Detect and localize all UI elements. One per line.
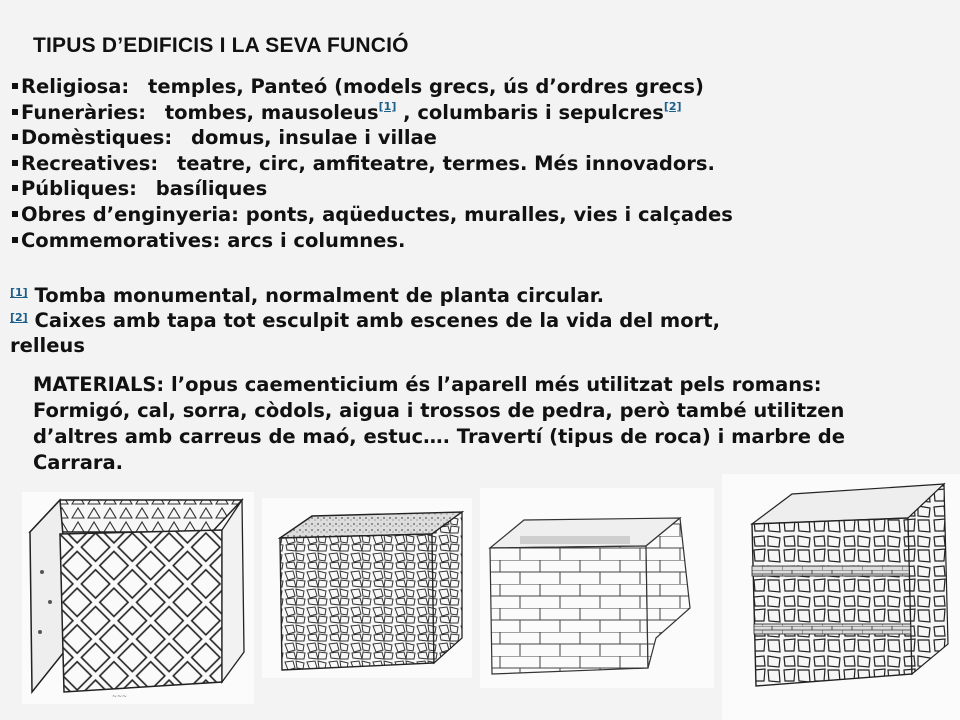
- list-item-publiques: [12, 176, 942, 202]
- list-item-label: Recreatives:: [21, 151, 159, 175]
- svg-text:~~~: ~~~: [112, 693, 128, 700]
- list-item-obres-enginyeria: [12, 202, 942, 228]
- footnote-link-1[interactable]: [1]: [378, 99, 397, 113]
- bullet-icon: [12, 83, 18, 89]
- opus-mixtum-wall-illustration: [722, 474, 960, 720]
- list-item-text: basíliques: [155, 177, 268, 201]
- footnote-text: Tomba monumental, normalment de planta circular.: [34, 284, 605, 307]
- footnote-1: [10, 283, 940, 308]
- list-item-text: teatre, circ, amfiteatre, termes. Més innovadors.: [176, 151, 715, 175]
- bullet-icon: [12, 185, 18, 191]
- opus-quadratum-wall-illustration: [480, 488, 714, 688]
- bullet-icon: [12, 237, 18, 243]
- list-item-label: Commemoratives:: [21, 228, 221, 252]
- list-item-label: Obres d’enginyeria:: [21, 202, 239, 226]
- list-item-text: arcs i columnes.: [227, 228, 406, 252]
- list-item-text: domus, insulae i villae: [191, 126, 437, 150]
- list-item-text: temples, Panteó (models grecs, ús d’ordres grecs): [148, 75, 704, 98]
- list-item-funeraries: [12, 100, 942, 126]
- list-item-label: Funeràries:: [21, 100, 147, 124]
- page-title: TIPUS D’EDIFICIS I LA SEVA FUNCIÓ: [33, 34, 409, 57]
- footnote-text: Caixes amb tapa tot esculpit amb escenes de la vida del mort,: [34, 309, 720, 332]
- footnote-ref-1[interactable]: [1]: [10, 286, 28, 299]
- list-item-label: Religiosa:: [21, 75, 130, 98]
- bullet-icon: [12, 134, 18, 140]
- footnote-ref-2[interactable]: [2]: [10, 311, 28, 324]
- list-item-text: tombes, mausoleus: [164, 100, 379, 124]
- footnotes: [10, 283, 940, 358]
- footnote-2-continuation: relleus: [10, 334, 85, 357]
- materials-line: Carrara.: [33, 451, 124, 474]
- footnote-link-2[interactable]: [2]: [663, 99, 682, 113]
- materials-paragraph: [33, 372, 933, 476]
- opus-incertum-wall-illustration: [262, 498, 472, 678]
- bullet-icon: [12, 160, 18, 166]
- opus-reticulatum-wall-illustration: [22, 492, 254, 704]
- materials-line: d’altres amb carreus de maó, estuc…. Travertí (tipus de roca) i marbre de: [33, 425, 845, 448]
- bullet-icon: [12, 109, 18, 115]
- list-item-commemoratives: [12, 228, 942, 254]
- building-types-list: [12, 74, 942, 253]
- list-item-domestiques: [12, 125, 942, 151]
- list-item-label: Domèstiques:: [21, 126, 173, 150]
- bullet-icon: [12, 211, 18, 217]
- list-item-recreatives: [12, 151, 942, 177]
- list-item-text: ponts, aqüeductes, muralles, vies i calçades: [245, 202, 733, 226]
- materials-line: Formigó, cal, sorra, còdols, aigua i trossos de pedra, però també utilitzen: [33, 399, 845, 422]
- list-item-label: Públiques:: [21, 177, 137, 201]
- list-item-religiosa: [12, 74, 942, 100]
- list-item-text: , columbaris i sepulcres: [403, 100, 664, 124]
- footnote-2: [10, 308, 940, 333]
- materials-line: MATERIALS: l’opus caementicium és l’aparell més utilitzat pels romans:: [33, 373, 822, 396]
